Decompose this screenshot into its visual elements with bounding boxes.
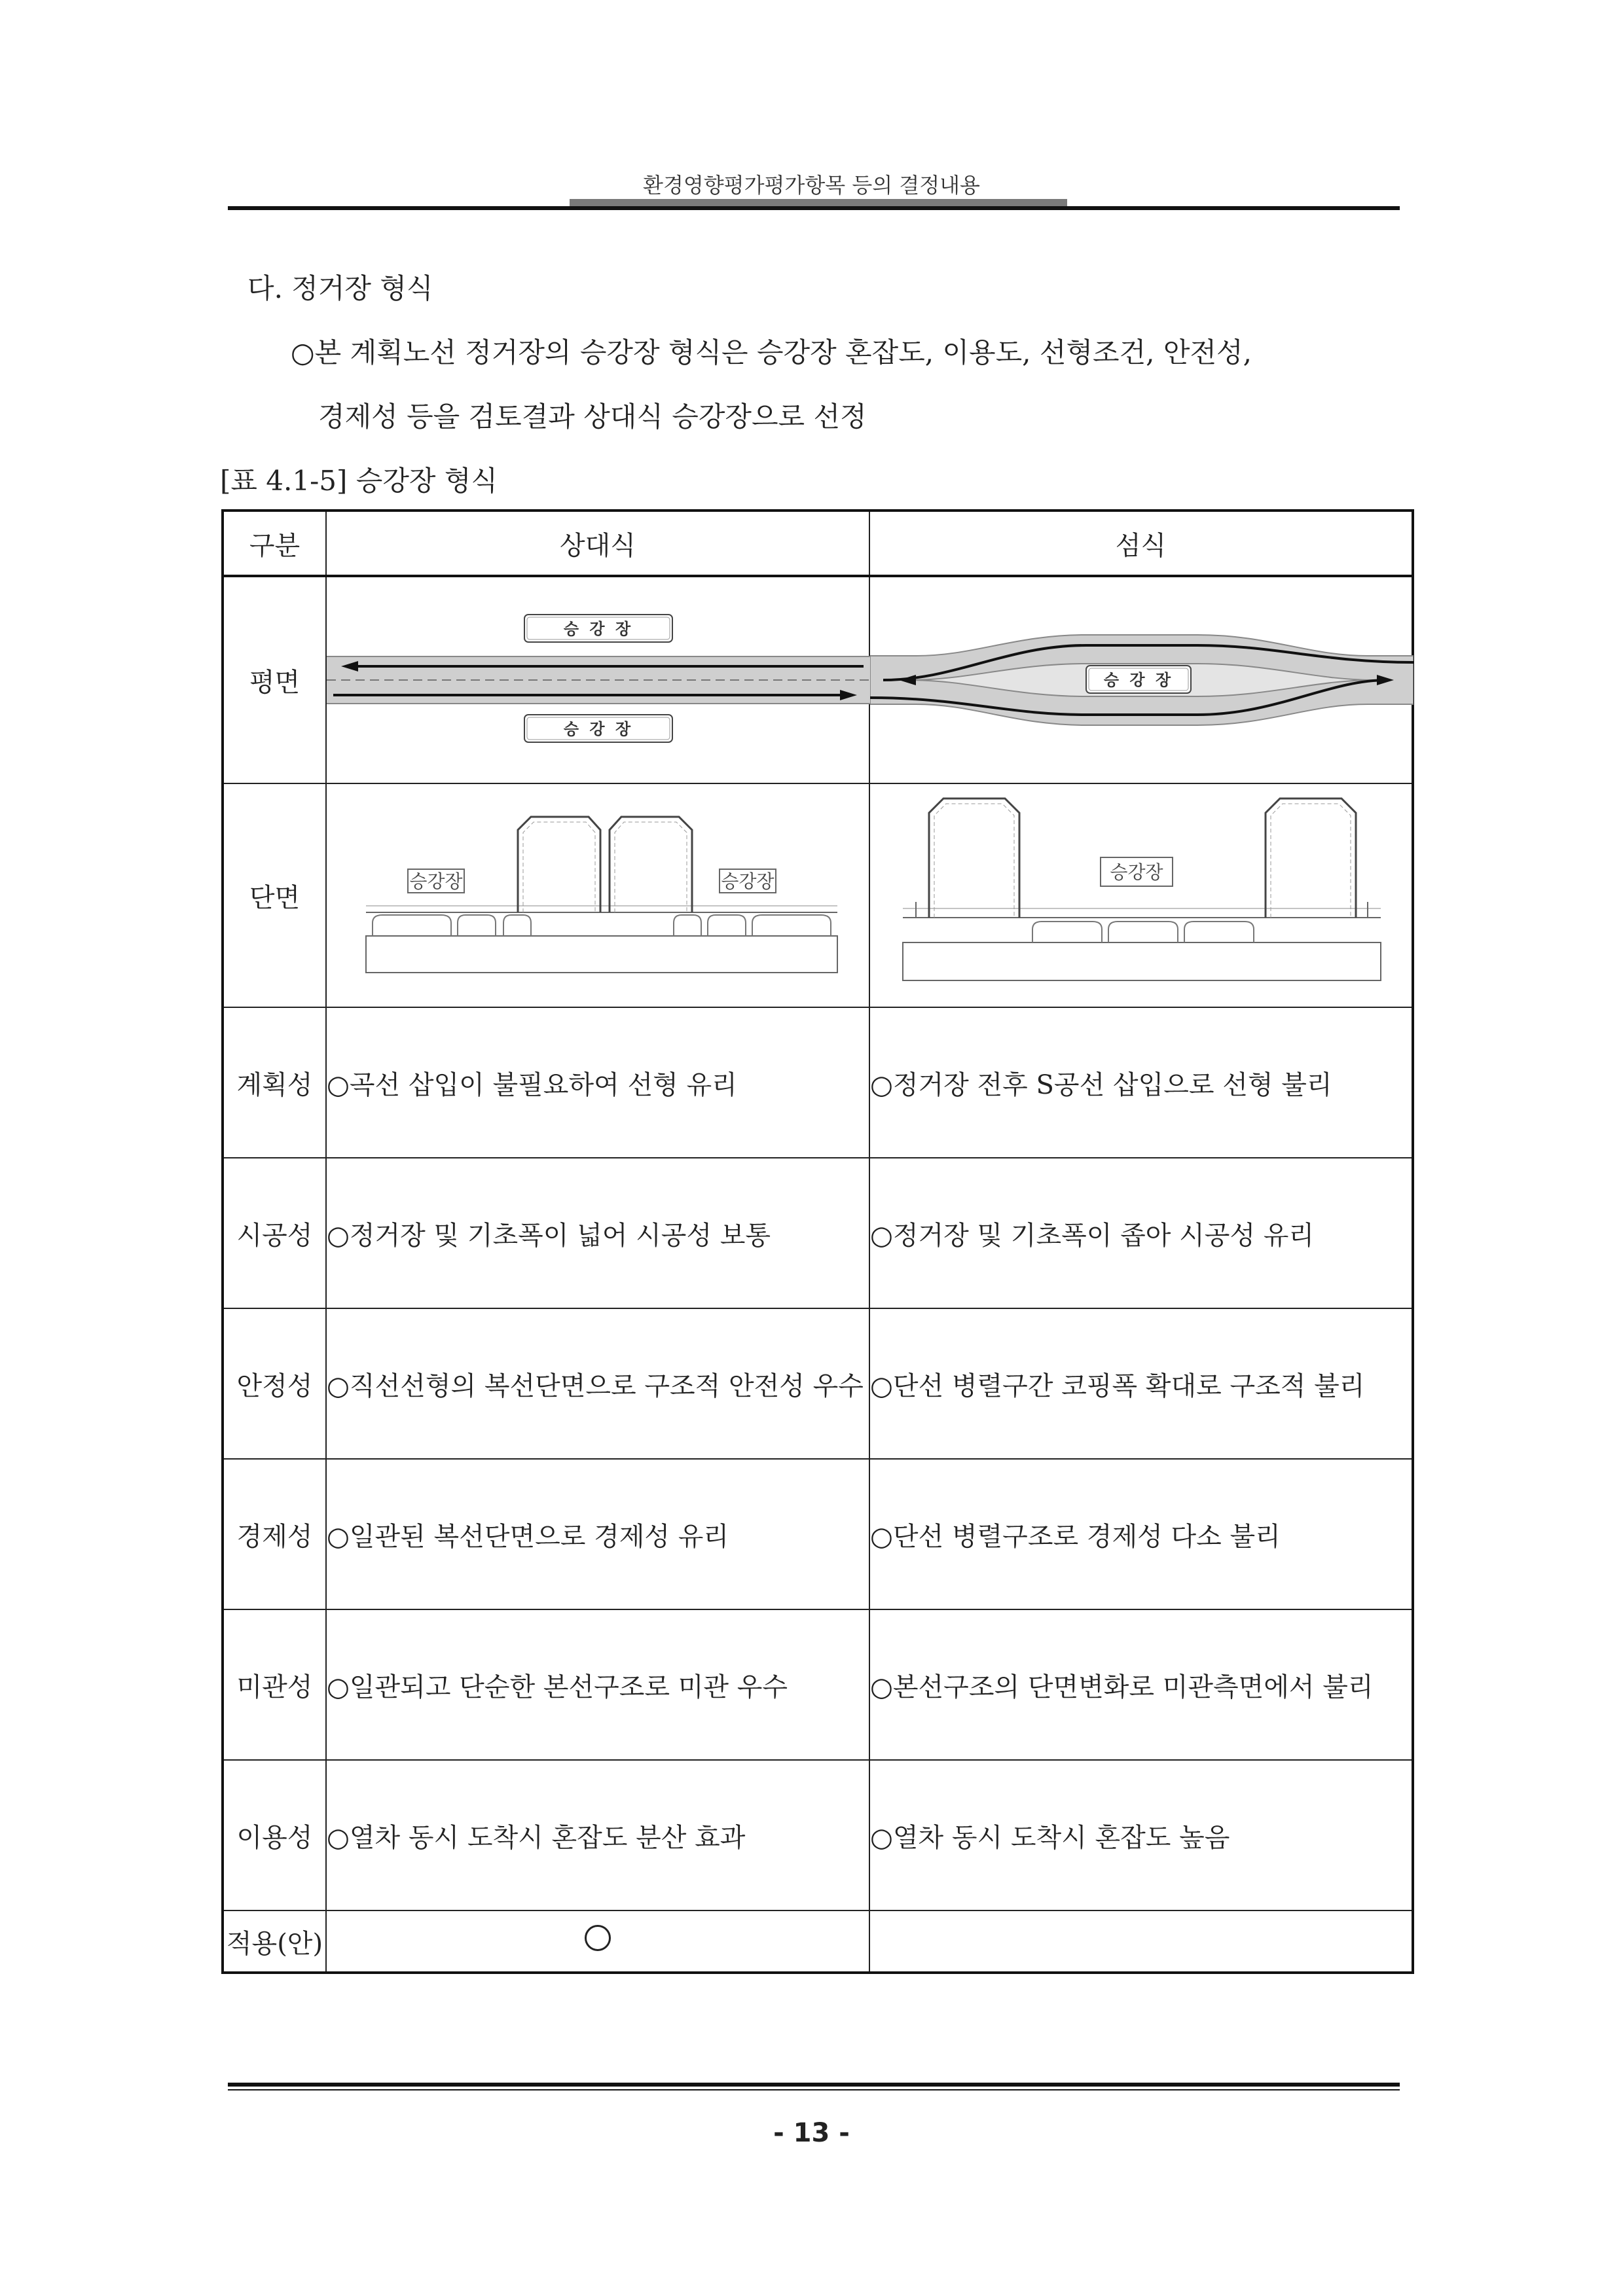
plan-row: [223, 576, 1413, 783]
paragraph-line-1: ○본 계획노선 정거장의 승강장 형식은 승강장 혼잡도, 이용도, 선형조건, 안전성,: [291, 336, 1252, 368]
island-criteria-cell: ○정거장 전후 S공선 삽입으로 선형 불리: [869, 1007, 1413, 1158]
footer-rule: [228, 2083, 1400, 2087]
island-criteria-cell: ○단선 병렬구조로 경제성 다소 불리: [869, 1459, 1413, 1609]
side-section-platform-label-right: 승강장: [721, 870, 775, 892]
platform-type-table: [221, 509, 1414, 1974]
side-section-figure: [326, 783, 869, 1007]
side-section-platform-label-left: 승강장: [409, 870, 463, 892]
table-header-row: [223, 511, 1413, 576]
header-tab-bar: [570, 199, 1067, 206]
side-criteria-cell: ○곡선 삽입이 불필요하여 선형 유리: [326, 1007, 869, 1158]
side-criteria-cell: ○직선선형의 복선단면으로 구조적 안전성 우수: [326, 1308, 869, 1459]
side-plan-platform-label-top: 승 강 장: [563, 620, 634, 638]
paragraph-line-2: 경제성 등을 검토결과 상대식 승강장으로 선정: [318, 401, 867, 433]
section-title: 다. 정거장 형식: [247, 272, 433, 304]
side-plan-figure: [326, 576, 869, 783]
table-caption: [표 4.1-5] 승강장 형식: [220, 465, 498, 497]
side-plan-platform-label-bottom: 승 강 장: [563, 720, 634, 738]
criteria-label: 미관성: [223, 1609, 326, 1760]
side-criteria-cell: ○열차 동시 도착시 혼잡도 분산 효과: [326, 1760, 869, 1910]
footer-rule-thin: [228, 2089, 1400, 2090]
applied-label: 적용(안): [223, 1910, 326, 1973]
section-label: 단면: [223, 783, 326, 1007]
island-criteria-cell: ○단선 병렬구간 코핑폭 확대로 구조적 불리: [869, 1308, 1413, 1459]
criteria-row: [223, 1760, 1413, 1910]
side-criteria-cell: ○일관된 복선단면으로 경제성 유리: [326, 1459, 869, 1609]
criteria-row: [223, 1308, 1413, 1459]
island-plan-platform-label: 승 강 장: [1103, 671, 1174, 689]
island-section-figure: [869, 783, 1413, 1007]
criteria-label: 안정성: [223, 1308, 326, 1459]
side-criteria-cell: ○일관되고 단순한 본선구조로 미관 우수: [326, 1609, 869, 1760]
criteria-row: [223, 1007, 1413, 1158]
island-section-platform-label: 승강장: [1110, 861, 1163, 883]
criteria-row: [223, 1158, 1413, 1308]
side-applied-cell: [326, 1910, 869, 1973]
criteria-label: 시공성: [223, 1158, 326, 1308]
criteria-label: 이용성: [223, 1760, 326, 1910]
header-rule: [228, 206, 1400, 210]
selected-circle-icon: [585, 1925, 611, 1951]
header-category: 구분: [223, 511, 326, 576]
running-header: 환경영향평가평가항목 등의 결정내용: [643, 173, 980, 198]
island-criteria-cell: ○정거장 및 기초폭이 좁아 시공성 유리: [869, 1158, 1413, 1308]
criteria-row: [223, 1459, 1413, 1609]
page-number: - 13 -: [773, 2118, 850, 2148]
plan-label: 평면: [223, 576, 326, 783]
applied-row: [223, 1910, 1413, 1973]
island-applied-cell: [869, 1910, 1413, 1973]
island-plan-figure: [869, 576, 1413, 783]
side-criteria-cell: ○정거장 및 기초폭이 넓어 시공성 보통: [326, 1158, 869, 1308]
island-criteria-cell: ○본선구조의 단면변화로 미관측면에서 불리: [869, 1609, 1413, 1760]
section-row: [223, 783, 1413, 1007]
header-island-platform: 섬식: [869, 511, 1413, 576]
header-side-platform: 상대식: [326, 511, 869, 576]
island-criteria-cell: ○열차 동시 도착시 혼잡도 높음: [869, 1760, 1413, 1910]
criteria-label: 계획성: [223, 1007, 326, 1158]
criteria-row: [223, 1609, 1413, 1760]
criteria-label: 경제성: [223, 1459, 326, 1609]
